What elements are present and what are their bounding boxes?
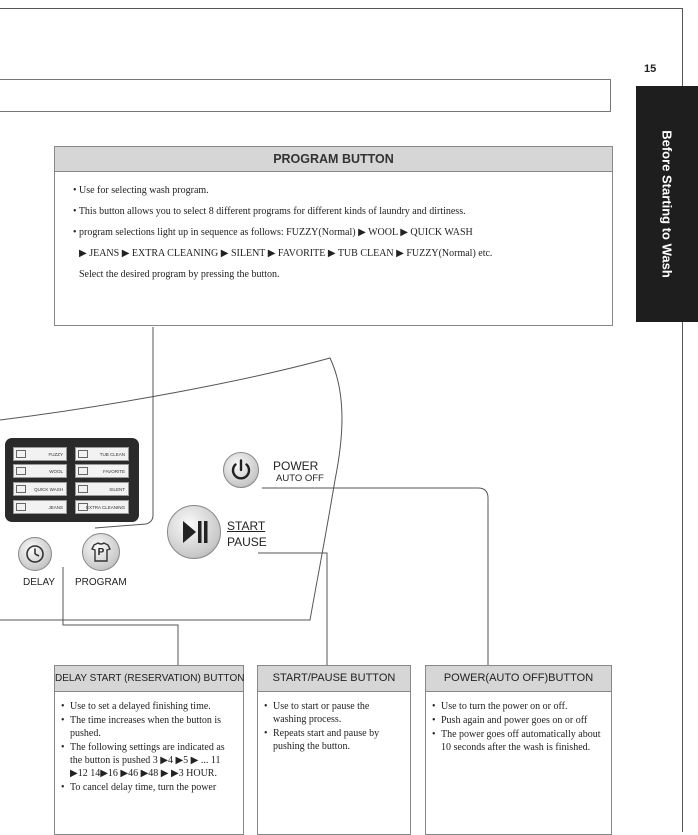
list-item: • Push again and power goes on or off — [441, 714, 605, 727]
power-label: POWER — [273, 459, 319, 473]
section-tab-label: Before Starting to Wash — [659, 130, 675, 278]
program-fuzzy[interactable]: FUZZY — [13, 447, 67, 461]
program-button[interactable] — [82, 533, 120, 571]
power-icon — [224, 453, 258, 487]
quick-wash-icon — [16, 485, 26, 493]
list-item: • The following settings are indicated as the button is pushed 3 ▶4 ▶5 ▶ ... 11 ▶12 14▶16 ▶46 ▶48 ▶ ▶3 HOUR. — [70, 741, 237, 780]
program-button-glyph: P — [97, 547, 105, 558]
program-line: ▶ JEANS ▶ EXTRA CLEANING ▶ SILENT ▶ FAVORITE ▶ TUB CLEAN ▶ FUZZY(Normal) etc. — [79, 248, 493, 259]
start-label: START — [227, 519, 266, 533]
program-silent[interactable]: SILENT — [75, 482, 129, 496]
jeans-icon — [16, 503, 26, 511]
start-leader-line — [258, 553, 327, 665]
start-pause-list — [258, 692, 410, 753]
program-label: PROGRAM — [75, 577, 127, 588]
program-button-title: PROGRAM BUTTON — [55, 147, 612, 172]
program-wool[interactable]: WOOL — [13, 464, 67, 478]
auto-off-label: AUTO OFF — [276, 473, 324, 484]
delay-start-box — [54, 665, 244, 835]
list-item: • Use to start or pause the washing process. — [273, 700, 404, 726]
delay-start-list — [55, 692, 243, 794]
delay-label: DELAY — [23, 577, 56, 588]
program-tub-clean[interactable]: TUB CLEAN — [75, 447, 129, 461]
power-auto-off-title: POWER(AUTO OFF)BUTTON — [426, 666, 611, 692]
program-extra-cleaning[interactable]: EXTRA CLEANING — [75, 500, 129, 514]
power-auto-off-list — [426, 692, 611, 754]
clock-icon — [19, 538, 51, 570]
program-led-panel — [5, 438, 139, 522]
list-item: • Use to turn the power on or off. — [441, 700, 605, 713]
program-line: • program selections light up in sequence as follows: FUZZY(Normal) ▶ WOOL ▶ QUICK WASH — [73, 227, 473, 238]
power-auto-off-box — [425, 665, 612, 835]
favorite-icon — [78, 467, 88, 475]
silent-icon — [78, 485, 88, 493]
list-item: • Repeats start and pause by pushing the button. — [273, 727, 404, 753]
start-pause-box — [257, 665, 411, 835]
start-pause-title: START/PAUSE BUTTON — [258, 666, 410, 692]
program-line: • This button allows you to select 8 different programs for different kinds of laundry and dirtiness. — [73, 206, 466, 217]
list-item: • Use to set a delayed finishing time. — [70, 700, 237, 713]
list-item: • The power goes off automatically about 10 seconds after the wash is finished. — [441, 728, 605, 754]
tub-clean-icon — [78, 450, 88, 458]
program-jeans[interactable]: JEANS — [13, 500, 67, 514]
start-pause-button[interactable] — [167, 505, 221, 559]
list-item: • To cancel delay time, turn the power — [70, 781, 237, 794]
pause-label: PAUSE — [227, 535, 267, 549]
program-favorite[interactable]: FAVORITE — [75, 464, 129, 478]
power-button[interactable] — [223, 452, 259, 488]
fuzzy-icon — [16, 450, 26, 458]
page-number: 15 — [644, 63, 657, 75]
list-item: • The time increases when the button is pushed. — [70, 714, 237, 740]
play-pause-icon — [168, 506, 220, 558]
program-quick-wash[interactable]: QUICK WASH — [13, 482, 67, 496]
extra-cleaning-icon — [78, 503, 88, 511]
program-line: Select the desired program by pressing the button. — [79, 269, 280, 280]
wool-icon — [16, 467, 26, 475]
delay-button[interactable] — [18, 537, 52, 571]
power-leader-line — [262, 488, 488, 665]
program-line: • Use for selecting wash program. — [73, 185, 209, 196]
delay-start-title: DELAY START (RESERVATION) BUTTON — [55, 666, 243, 692]
